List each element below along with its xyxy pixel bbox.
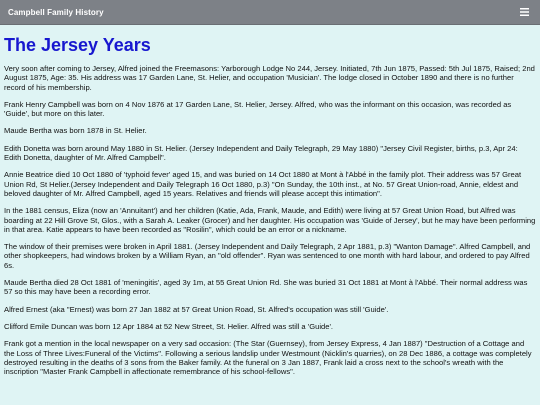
page-title: The Jersey Years (4, 35, 151, 55)
top-nav-bar (0, 0, 540, 25)
hamburger-menu-icon[interactable] (516, 4, 532, 20)
paragraph-landslip: Frank got a mention in the local newspaper on a very sad occasion: (The Star (Guernsey), from Jersey Express, 4 Jan 1887) "Destruction of a Cottage and the Loss of Three Lives:Funeral of the Victims". Following a serious landslip under Westmount (Nicklin's quarries), on 28 Dec 1886, a cottage was completely destroyed resulting in the deaths of 3 sons from the Baker family. At the funeral on 3 Jan 1887, Frank laid a cross next to the school's wreath with the inscription "Master Frank Campbell in affectionate remembrance of his school-fellows". (4, 339, 532, 377)
main-content (0, 25, 540, 376)
paragraph-frank-birth: Frank Henry Campbell was born on 4 Nov 1876 at 17 Garden Lane, St. Helier, Jersey. Alfred, who was the informant on this occasion, was recorded as 'Guide', but more on this later. (4, 99, 512, 119)
paragraph-annie-death: Annie Beatrice died 10 Oct 1880 of 'typhoid fever' aged 15, and was buried on 14 Oct 1880 at Mont à l'Abbé in the family plot. Their address was 57 Great Union Rd, St Helier.(Jersey Independent and Daily Telegraph 16 Oct 1880, p.3) "On Sunday, the 10th inst., at No. 57 Great Union-road, Annie, eldest and beloved daughter of Mr. Alfred Campbell, aged 15 years. Relatives and friends will please accept this intimation". (4, 170, 522, 198)
paragraph-1881-census: In the 1881 census, Eliza (now an 'Annuitant') and her children (Katie, Ada, Frank, Maude, and Edith) were living at 57 Great Union Road, but Alfred was boarding at 22 Hill Grove St, Glos., with a Sarah A. Leaker (Grocer) and her daughter. His occupation was 'Guide of Jersey', but he may have been performing in that area. Katie appears to have been recorded as "Rosilin", which could be an error or a nickname. (4, 206, 536, 234)
paragraph-maude-birth: Maude Bertha was born 1878 in St. Helier. (4, 126, 147, 136)
paragraph-edith-birth: Edith Donetta was born around May 1880 in St. Helier. (Jersey Independent and Daily Telegraph, 29 May 1880) "Jersey Civil Register, births, p.3, Apr 24: Edith Donetta, daughter of Mr. Alfred Campbell". (4, 143, 518, 163)
paragraph-window-damage: The window of their premises were broken in April 1881. (Jersey Independent and Daily Telegraph, 2 Apr 1881, p.3) "Wanton Damage". Alfred Campbell, and other shopkeepers, had windows broken by a William Ryan, an "old offender". Ryan was sentenced to one month with hard labour, and ordered to pay Alfred 6s. (4, 242, 531, 270)
paragraph-maude-death: Maude Bertha died 28 Oct 1881 of 'meningitis', aged 3y 1m, at 55 Great Union Rd. She was buried 31 Oct 1881 at Mont à l'Abbé. Their normal address was 57 so this may have been a recording error. (4, 278, 528, 297)
paragraph-clifford-birth: Clifford Emile Duncan was born 12 Apr 1884 at 52 New Street, St. Helier. Alfred was still a 'Guide'. (4, 321, 334, 331)
paragraph-alfred-ernest-birth: Alfred Ernest (aka "Ernest) was born 27 Jan 1882 at 57 Great Union Road, St. Alfred's occupation was still 'Guide'. (4, 304, 389, 314)
paragraph-freemasons: Very soon after coming to Jersey, Alfred joined the Freemasons: Yarborough Lodge No 244, Jersey. Initiated, 7th Jun 1875, Passed: 5th Jul 1875, Raised; 2nd August 1875, Age: 35. His address was 17 Garden Lane, St. Helier, and occupation 'Musician'. The lodge closed in October 1890 and there is no further record of his membership. (4, 64, 535, 92)
site-title[interactable]: Campbell Family History (8, 7, 104, 17)
